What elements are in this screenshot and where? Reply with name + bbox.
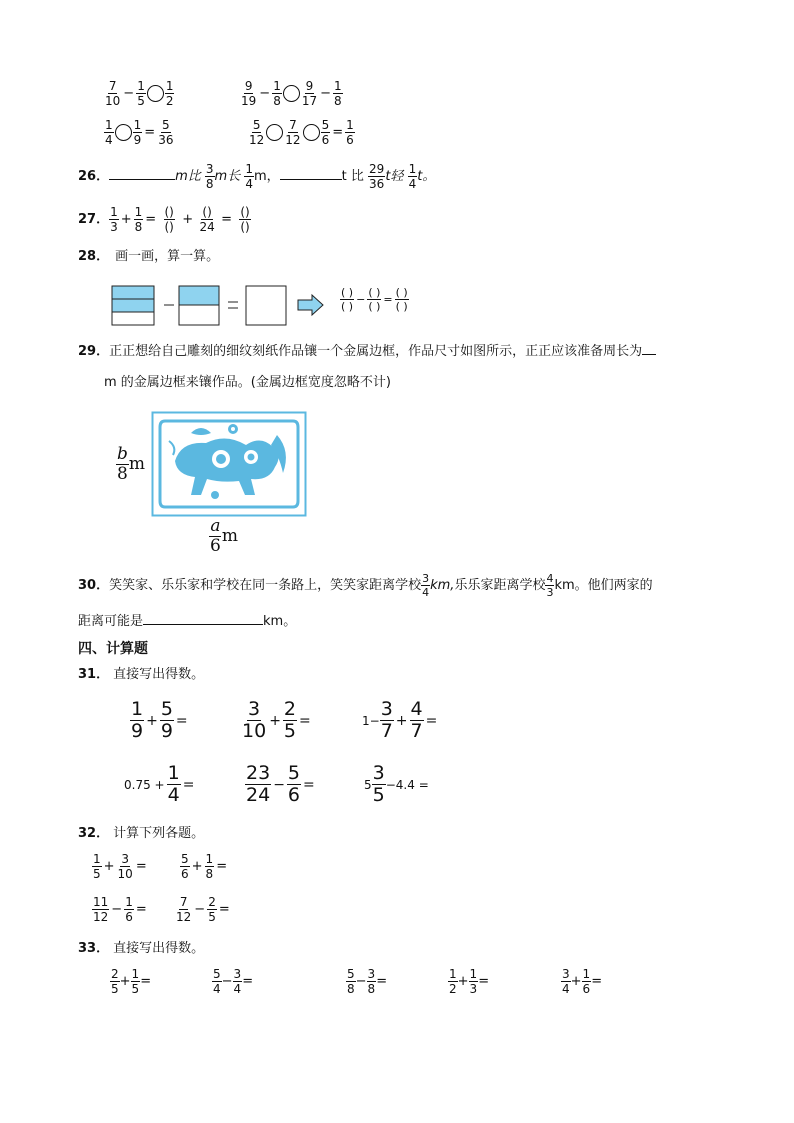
q31-e5: $\frac{23}{24}$ − $\frac{5}{6}$ = (246, 762, 315, 806)
q31-e3: 1− $\frac{3}{7}$ + $\frac{4}{7}$ = (362, 698, 438, 742)
q28-expression: ( ) ( ) − ( ) ( ) = ( ) ( ) (341, 286, 408, 313)
operator-circle[interactable] (303, 124, 320, 141)
q31-e2: $\frac{3}{10}$ + $\frac{2}{5}$ = (242, 698, 311, 742)
second-fraction-box (179, 286, 219, 325)
q33-e4: $\frac{1}{2}$ + $\frac{1}{3}$ = (449, 967, 490, 996)
q29-line1: 29．正正想给自己雕刻的细纹刻纸作品镶一个金属边框，作品尺寸如图所示，正正应该准备周长为 (78, 343, 656, 361)
side-dimension: $\frac{b}{8}$ m (117, 444, 146, 484)
q32-e2: $\frac{5}{6}$ + $\frac{1}{8}$ = (181, 852, 228, 881)
q29-line2: m 的金属边框来镶作品。(金属边框宽度忽略不计) (104, 375, 391, 390)
operator-circle[interactable] (266, 124, 283, 141)
q32-e1: $\frac{1}{5}$ + $\frac{3}{10}$ = (93, 852, 147, 881)
q31-prompt: 31． 直接写出得数。 (78, 667, 205, 682)
q33-e1: $\frac{2}{5}$ + $\frac{1}{5}$ = (111, 967, 152, 996)
answer-blank[interactable] (109, 179, 175, 180)
q31-e6: 5 $\frac{3}{5}$ −4.4 = (364, 762, 429, 806)
q33-prompt: 33． 直接写出得数。 (78, 941, 205, 956)
q31-e4: 0.75 + $\frac{1}{4}$ = (124, 762, 195, 806)
q32-prompt: 32． 计算下列各题。 (78, 826, 205, 841)
compare-circle[interactable] (147, 85, 164, 102)
q28-prompt: 28． 画一画，算一算。 (78, 249, 220, 264)
q31-e1: $\frac{1}{9}$ + $\frac{5}{9}$ = (131, 698, 188, 742)
bottom-dimension: $\frac{a}{6}$ m (210, 516, 238, 556)
arrow-right-icon (298, 295, 323, 315)
answer-box[interactable] (246, 286, 286, 325)
q33-e3: $\frac{5}{8}$ − $\frac{3}{8}$ = (347, 967, 388, 996)
operator-circle[interactable] (115, 124, 132, 141)
answer-blank[interactable] (143, 624, 263, 625)
compare-circle[interactable] (283, 85, 300, 102)
q33-e5: $\frac{3}{4}$ + $\frac{1}{6}$ = (562, 967, 603, 996)
answer-blank[interactable] (642, 354, 656, 355)
equals-sign (228, 302, 238, 308)
q32-e3: $\frac{11}{12}$ − $\frac{1}{6}$ = (93, 895, 147, 924)
q25-a: $\frac{7}{10}$ − $\frac{1}{5}$ $\frac{1}{2}$ (105, 79, 174, 108)
q27: 27． $\frac{1}{3}$ + $\frac{1}{8}$ = () () + () 24 = () () (78, 205, 250, 234)
q32-e4: $\frac{7}{12}$ − $\frac{2}{5}$ = (176, 895, 230, 924)
q30-line2: 距离可能是 km。 (78, 614, 297, 629)
q25-d: $\frac{5}{12}$ $\frac{7}{12}$ $\frac{5}{6}$ = $\frac{1}{6}$ (249, 118, 354, 147)
answer-blank[interactable] (280, 179, 342, 180)
q28-drawing (110, 284, 510, 328)
q30-line1: 30．笑笑家、乐乐家和学校在同一条路上，笑笑家距离学校 $\frac{3}{4}$ km,乐乐家距离学校 $\frac{4}{3}$ km。他们两家的 (78, 572, 653, 599)
paper-cut-artwork (151, 411, 307, 517)
section-heading: 四、计算题 (78, 641, 148, 657)
first-fraction-box (112, 286, 154, 325)
q26: 26． m比 $\frac{3}{8}$ m长 $\frac{1}{4}$ m， t 比 $\frac{29}{36}$ t轻 $\frac{1}{4}$ t。 (78, 162, 436, 191)
q25-b: $\frac{9}{19}$ − $\frac{1}{8}$ $\frac{9}{17}$ − $\frac{1}{8}$ (241, 79, 342, 108)
q33-e2: $\frac{5}{4}$ − $\frac{3}{4}$ = (213, 967, 254, 996)
q25-c: $\frac{1}{4}$ $\frac{1}{9}$ = $\frac{5}{36}$ (105, 118, 174, 147)
